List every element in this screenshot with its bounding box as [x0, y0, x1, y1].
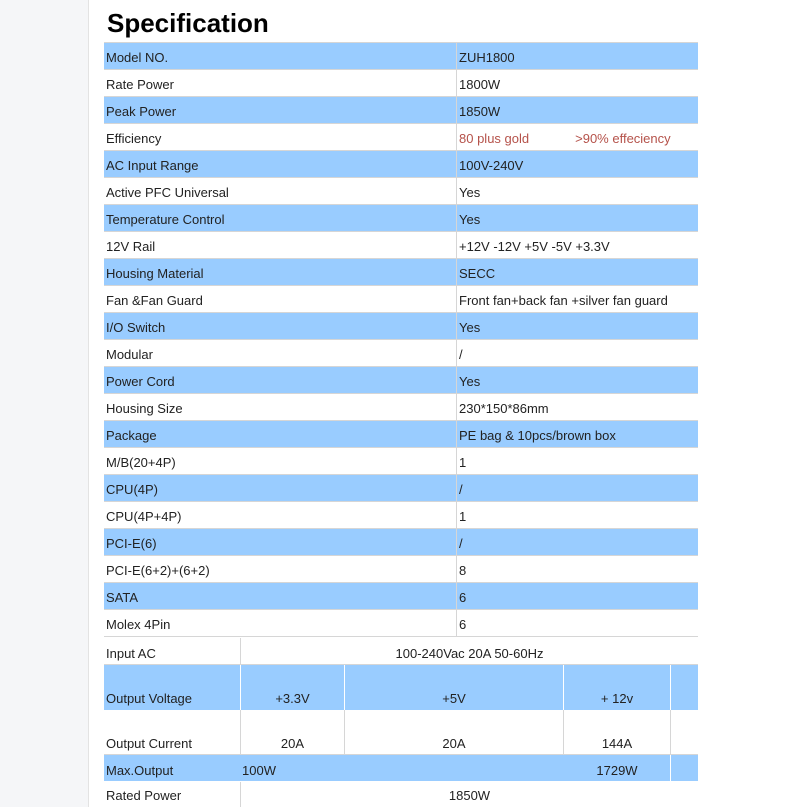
spec-value: 6 — [459, 590, 467, 605]
spec-label: AC Input Range — [106, 158, 199, 173]
extra-cell-bg — [671, 665, 698, 710]
current-12v: 144A — [601, 736, 633, 751]
spec-value: 6 — [459, 617, 467, 632]
max-output-low-rails: 100W — [242, 763, 276, 778]
input-ac-row — [104, 638, 698, 665]
output-current-row — [104, 710, 698, 755]
spec-label: Temperature Control — [106, 212, 225, 227]
spec-value: 100V-240V — [459, 158, 524, 173]
spec-row — [104, 151, 698, 178]
spec-label: PCI-E(6) — [106, 536, 157, 551]
spec-label: Active PFC Universal — [106, 185, 229, 200]
spec-value-cell — [456, 205, 697, 231]
spec-label: Modular — [106, 347, 153, 362]
spec-value: SECC — [459, 266, 496, 281]
spec-label: SATA — [106, 590, 139, 605]
divider — [670, 710, 671, 754]
spec-value-cell — [456, 124, 697, 150]
voltage-3v3: +3.3V — [275, 691, 310, 706]
spec-label: Fan &Fan Guard — [106, 293, 203, 308]
spec-label: Power Cord — [106, 374, 175, 389]
spec-value — [459, 124, 671, 150]
spec-value: Yes — [459, 212, 481, 227]
spec-value: ZUH1800 — [459, 50, 515, 65]
divider — [670, 665, 671, 710]
spec-value-cell — [456, 178, 697, 204]
spec-row — [104, 475, 698, 502]
spec-value-cell — [456, 313, 697, 339]
spec-label: Rate Power — [106, 77, 174, 92]
spec-value: 1800W — [459, 77, 501, 92]
spec-value: 8 — [459, 563, 467, 578]
spec-label: I/O Switch — [106, 320, 166, 335]
spec-row — [104, 178, 698, 205]
spec-label: M/B(20+4P) — [106, 455, 176, 470]
spec-label: Efficiency — [106, 131, 162, 146]
spec-label: Peak Power — [106, 104, 177, 119]
spec-row — [104, 313, 698, 340]
spec-row — [104, 583, 698, 610]
spec-value: / — [459, 347, 463, 362]
spec-table — [104, 42, 698, 637]
max-output-row — [104, 755, 698, 782]
rated-power-row — [104, 782, 698, 807]
spec-value-cell — [456, 97, 697, 123]
max-output-label: Max.Output — [106, 763, 174, 778]
spec-row — [104, 205, 698, 232]
spec-row — [104, 340, 698, 367]
rated-power-value: 1850W — [448, 788, 491, 803]
divider — [670, 755, 671, 781]
input-ac-value: 100-240Vac 20A 50-60Hz — [395, 646, 544, 661]
page-title: Specification — [107, 8, 269, 38]
spec-value: / — [459, 482, 463, 497]
spec-value-cell — [456, 340, 697, 366]
spec-value-cell — [456, 583, 697, 609]
current-3v3: 20A — [280, 736, 305, 751]
spec-value-cell — [456, 151, 697, 177]
output-current-label: Output Current — [106, 736, 192, 751]
output-voltage-label: Output Voltage — [106, 691, 193, 706]
spec-label: PCI-E(6+2)+(6+2) — [106, 563, 210, 578]
spec-label: Package — [106, 428, 157, 443]
spec-row — [104, 286, 698, 313]
spec-value-cell — [456, 43, 697, 69]
spec-value: 1 — [459, 455, 467, 470]
current-5v: 20A — [442, 736, 466, 751]
spec-row — [104, 556, 698, 583]
spec-label: Housing Material — [106, 266, 204, 281]
spec-value: PE bag & 10pcs/brown box — [459, 428, 616, 443]
spec-row — [104, 448, 698, 475]
spec-value-cell — [456, 259, 697, 285]
output-voltage-row — [104, 665, 698, 710]
spec-value-cell — [456, 232, 697, 258]
spec-row — [104, 421, 698, 448]
spec-row — [104, 259, 698, 286]
spec-value-cell — [456, 448, 697, 474]
spec-label: Model NO. — [106, 50, 169, 65]
spec-label: 12V Rail — [106, 239, 156, 254]
voltage-12v: + 12v — [600, 691, 634, 706]
spec-row — [104, 610, 698, 637]
efficiency-rating: 80 plus gold — [459, 131, 530, 146]
spec-row — [104, 529, 698, 556]
spec-row — [104, 394, 698, 421]
spec-value: 1850W — [459, 104, 501, 119]
spec-value: +12V -12V +5V -5V +3.3V — [459, 239, 610, 254]
rated-power-label: Rated Power — [106, 788, 182, 803]
spec-value-cell — [456, 421, 697, 447]
spec-value-cell — [456, 610, 697, 636]
left-margin-panel — [0, 0, 89, 807]
spec-value-cell — [456, 475, 697, 501]
spec-value-cell — [456, 529, 697, 555]
spec-value: 1 — [459, 509, 467, 524]
spec-row — [104, 232, 698, 259]
spec-value: Yes — [459, 374, 481, 389]
spec-value-cell — [456, 502, 697, 528]
spec-label: Molex 4Pin — [106, 617, 171, 632]
input-ac-label: Input AC — [106, 646, 156, 661]
spec-row — [104, 70, 698, 97]
spec-value: Yes — [459, 185, 481, 200]
spec-label: Housing Size — [106, 401, 183, 416]
spec-value: Front fan+back fan +silver fan guard — [459, 293, 668, 308]
max-output-12v: 1729W — [596, 763, 638, 778]
spec-label: CPU(4P) — [106, 482, 159, 497]
spec-value: 230*150*86mm — [459, 401, 549, 416]
spec-row — [104, 367, 698, 394]
spec-value-cell — [456, 286, 697, 312]
spec-value-cell — [456, 367, 697, 393]
spec-value: / — [459, 536, 463, 551]
spec-row — [104, 43, 698, 70]
spec-value-cell — [456, 394, 697, 420]
spec-row — [104, 97, 698, 124]
voltage-5v: +5V — [442, 691, 466, 706]
spec-value: Yes — [459, 320, 481, 335]
efficiency-percentage: >90% effeciency — [575, 131, 671, 146]
spec-row — [104, 502, 698, 529]
spec-value-cell — [456, 70, 697, 96]
spec-label: CPU(4P+4P) — [106, 509, 182, 524]
spec-row — [104, 124, 698, 151]
spec-value-cell — [456, 556, 697, 582]
